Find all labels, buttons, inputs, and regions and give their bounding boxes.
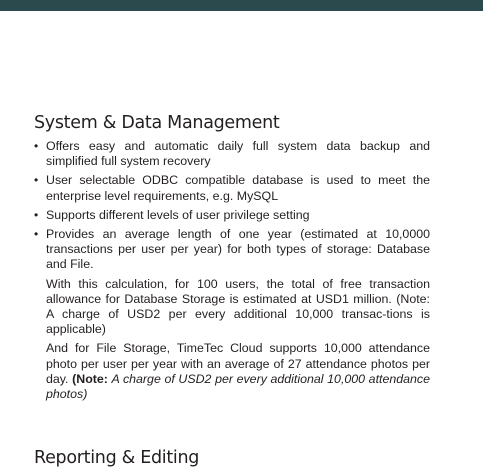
bullet-icon: • [34,207,39,222]
list-item-text: Provides an average length of one year (estimated at 10,0000 transactions per user per year) for both types of storage: Database and File. [46,227,430,272]
feature-list [34,139,430,406]
list-item [34,173,430,203]
paragraph-file-storage [34,341,430,402]
paragraph-text: With this calculation, for 100 users, the total of free transaction allowance for Database Storage is estimated at USD1 million. (Note: A charge of USD2 per every additional 10,000 transac-tions is applicable) [46,276,430,337]
list-item [34,227,430,273]
paragraph-text: And for File Storage, TimeTec Cloud supports 10,000 attendance photo per user per year with an average of 27 attendance photos per day. [46,341,430,386]
section-title-system-data-management: System & Data Management [34,113,280,133]
bullet-icon: • [34,139,39,153]
list-item [34,139,430,169]
paragraph-database-storage [34,277,430,338]
list-item [34,208,430,223]
bullet-icon: • [34,227,39,242]
bullet-icon: • [34,173,39,188]
list-item-text: Supports different levels of user privilege setting [46,207,310,222]
list-item-text: Offers easy and automatic daily full system data backup and simplified full system recovery [46,139,430,169]
note-text: A charge of USD2 per every additional 10,000 attendance photos) [46,371,430,402]
note-label: (Note: [72,371,112,386]
list-item-text: User selectable ODBC compatible database is used to meet the enterprise level requirements, e.g. MySQL [46,173,430,203]
section-title-reporting-editing: Reporting & Editing [34,448,200,468]
